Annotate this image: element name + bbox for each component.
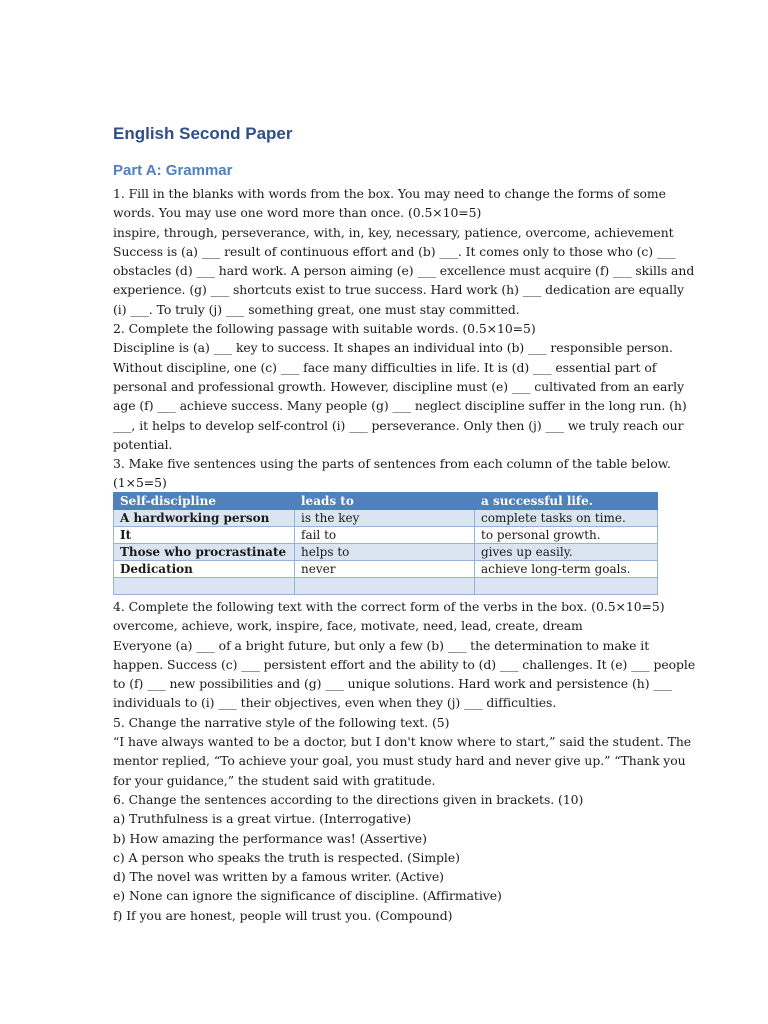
text-line: b) How amazing the performance was! (Assertive) — [113, 830, 427, 846]
text-line: c) A person who speaks the truth is respected. (Simple) — [113, 849, 460, 865]
text-line: “I have always wanted to be a doctor, but I don't know where to start,” said the student. The — [113, 734, 692, 750]
table-cell: It — [114, 527, 295, 544]
text-line: for your guidance,” the student said with gratitude. — [113, 772, 436, 788]
text-line: 2. Complete the following passage with suitable words. (0.5×10=5) — [113, 321, 536, 337]
text-line: f) If you are honest, people will trust you. (Compound) — [113, 907, 453, 923]
text-line: 4. Complete the following text with the correct form of the verbs in the box. (0.5×10=5) — [113, 599, 665, 614]
text-line: words. You may use one word more than once. (0.5×10=5) — [113, 205, 482, 221]
table-cell — [114, 578, 295, 595]
document-title: English Second Paper — [113, 124, 293, 143]
table-row — [114, 527, 658, 544]
table-cell — [475, 578, 658, 595]
table-row — [114, 544, 658, 561]
table-cell: gives up easily. — [475, 544, 658, 561]
text-line: d) The novel was written by a famous writer. (Active) — [113, 869, 444, 885]
text-line: inspire, through, perseverance, with, in, key, necessary, patience, overcome, achievement — [113, 224, 674, 240]
table-cell: achieve long-term goals. — [475, 561, 658, 578]
table-cell — [295, 578, 475, 595]
text-line: overcome, achieve, work, inspire, face, motivate, need, lead, create, dream — [113, 618, 583, 634]
table-cell: never — [295, 561, 475, 578]
table-row — [114, 561, 658, 578]
text-line: Everyone (a) ___ of a bright future, but only a few (b) ___ the determination to make it — [113, 637, 650, 653]
table-cell: fail to — [295, 527, 475, 544]
text-line: a) Truthfulness is a great virtue. (Interrogative) — [113, 811, 412, 827]
text-line: 6. Change the sentences according to the directions given in brackets. (10) — [113, 791, 584, 807]
text-line: age (f) ___ achieve success. Many people (g) ___ neglect discipline suffer in the long run. (h) — [113, 398, 687, 414]
table-header-row — [114, 493, 658, 510]
text-line: 5. Change the narrative style of the following text. (5) — [113, 714, 450, 730]
questions-block-2 — [113, 597, 696, 925]
table-header-cell: a successful life. — [475, 493, 658, 510]
table-row — [114, 510, 658, 527]
section-heading: Part A: Grammar — [113, 162, 233, 179]
table-cell: helps to — [295, 544, 475, 561]
table-header-cell: leads to — [295, 493, 475, 510]
text-line: to (f) ___ new possibilities and (g) ___ unique solutions. Hard work and persistence (h) ___ — [113, 676, 672, 692]
table-cell: A hardworking person — [114, 510, 295, 527]
text-line: ___, it helps to develop self-control (i) ___ perseverance. Only then (j) ___ we truly reach our — [113, 417, 684, 433]
text-line: individuals to (i) ___ their objectives, even when they (j) ___ difficulties. — [113, 695, 557, 711]
table-cell: to personal growth. — [475, 527, 658, 544]
table-row — [114, 578, 658, 595]
text-line: 3. Make five sentences using the parts of sentences from each column of the table below. — [113, 456, 671, 472]
text-line: (i) ___. To truly (j) ___ something great, one must stay committed. — [113, 301, 520, 317]
table-cell: is the key — [295, 510, 475, 527]
table-cell: Those who procrastinate — [114, 544, 295, 561]
table-cell: Dedication — [114, 561, 295, 578]
text-line: Success is (a) ___ result of continuous effort and (b) ___. It comes only to those who (c) ___ — [113, 243, 676, 259]
text-line: experience. (g) ___ shortcuts exist to true success. Hard work (h) ___ dedication are equally — [113, 282, 684, 298]
sentence-table — [113, 492, 658, 595]
text-line: potential. — [113, 436, 173, 452]
sentence-table-wrap — [113, 492, 658, 595]
text-line: (1×5=5) — [113, 475, 167, 491]
questions-block-1 — [113, 184, 695, 493]
text-line: e) None can ignore the significance of discipline. (Affirmative) — [113, 888, 502, 904]
text-line: happen. Success (c) ___ persistent effort and the ability to (d) ___ challenges. It (e) ___ people — [113, 656, 696, 672]
table-cell: complete tasks on time. — [475, 510, 658, 527]
text-line: Without discipline, one (c) ___ face many difficulties in life. It is (d) ___ essential part of — [113, 359, 657, 375]
table-header-cell: Self-discipline — [114, 493, 295, 510]
text-line: personal and professional growth. However, discipline must (e) ___ cultivated from an early — [113, 378, 685, 394]
text-line: mentor replied, “To achieve your goal, you must study hard and never give up.” “Thank you — [113, 753, 686, 769]
text-line: 1. Fill in the blanks with words from the box. You may need to change the forms of some — [113, 186, 666, 201]
text-line: obstacles (d) ___ hard work. A person aiming (e) ___ excellence must acquire (f) ___ skills and — [113, 263, 695, 279]
text-line: Discipline is (a) ___ key to success. It shapes an individual into (b) ___ responsible person. — [113, 340, 673, 356]
